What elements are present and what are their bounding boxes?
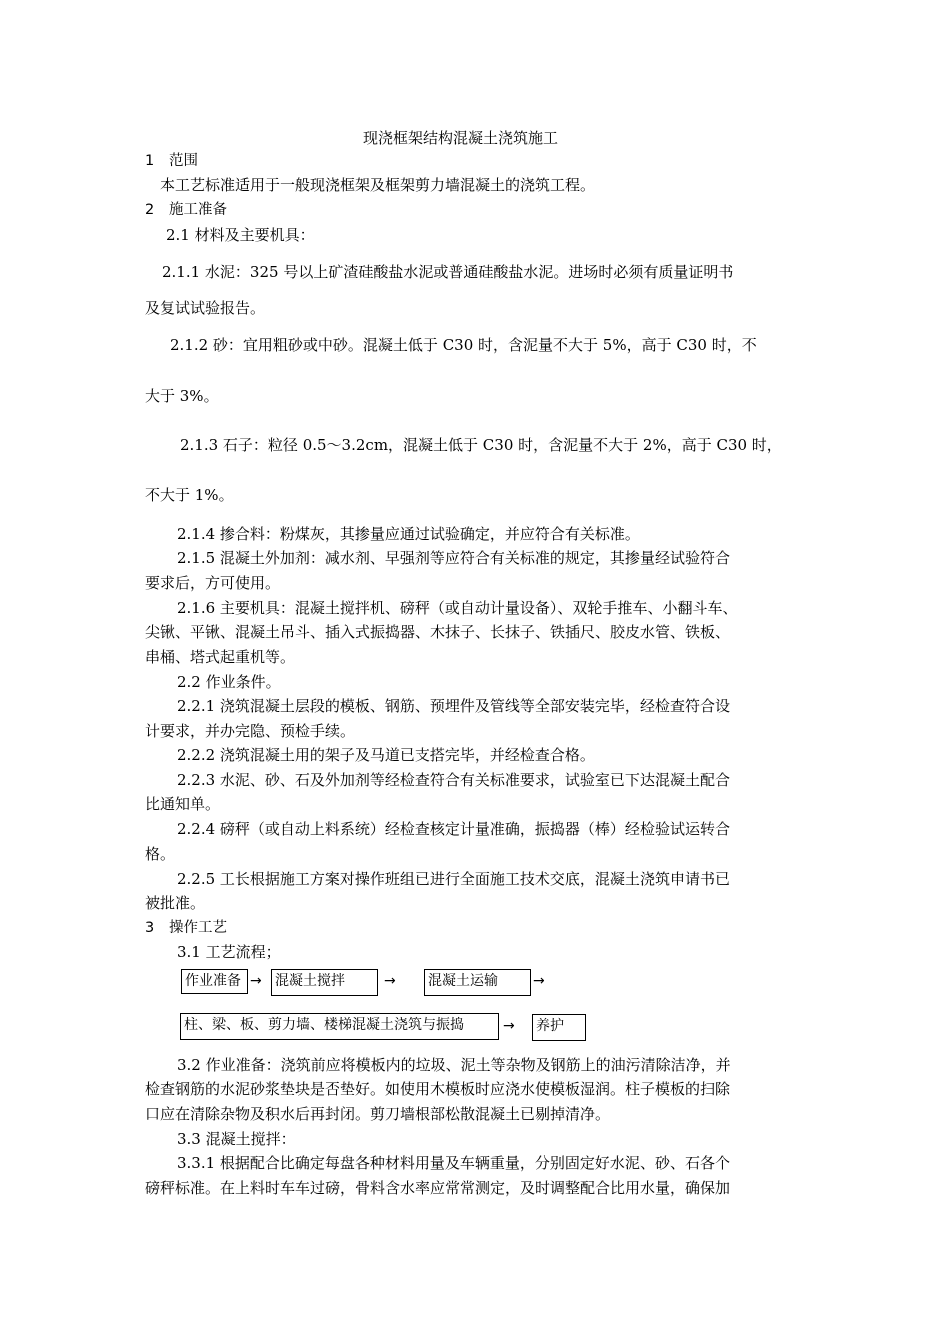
item-2-1-1: 2.1.1 水泥：325 号以上矿渣硅酸盐水泥或普通硅酸盐水泥。进场时必须有质量证明书 [162,263,734,281]
flow-box-prep: 作业准备 [181,969,248,994]
item-3-2: 3.2 作业准备：浇筑前应将模板内的垃圾、泥土等杂物及钢筋上的油污清除洁净，并 [177,1056,731,1074]
flow-box-curing: 养护 [532,1014,586,1041]
section-number: 1 [145,153,155,169]
flow-box-transport: 混凝土运输 [424,969,531,996]
flow-arrow: → [533,973,545,989]
flow-arrow: → [384,973,396,989]
item-2-2-4: 2.2.4 磅秤（或自动上料系统）经检查核定计量准确，振捣器（棒）经检验试运转合 [177,820,730,838]
subsection-2-2: 2.2 作业条件。 [177,673,281,691]
flow-box-mixing: 混凝土搅拌 [271,969,378,996]
section-heading-1 [145,151,198,171]
item-2-2-3-cont: 比通知单。 [145,795,221,813]
item-2-1-5-cont: 要求后，方可使用。 [145,574,281,592]
item-2-1-6: 2.1.6 主要机具：混凝土搅拌机、磅秤（或自动计量设备）、双轮手推车、小翻斗车、 [177,599,738,617]
paragraph-line: 本工艺标准适用于一般现浇框架及框架剪力墙混凝土的浇筑工程。 [160,176,596,194]
item-3-3-1: 3.3.1 根据配合比确定每盘各种材料用量及车辆重量，分别固定好水泥、砂、石各个 [177,1154,730,1172]
item-2-2-4-cont: 格。 [145,845,176,863]
item-2-1-5: 2.1.5 混凝土外加剂：减水剂、早强剂等应符合有关标准的规定，其掺量经试验符合 [177,549,730,567]
section-heading-2 [145,200,227,220]
item-2-1-2-cont: 大于 3%。 [145,387,219,405]
section-label: 施工准备 [169,202,227,218]
item-3-3-1-cont: 磅秤标准。在上料时车车过磅，骨料含水率应常常测定，及时调整配合比用水量，确保加 [145,1179,731,1197]
item-2-2-5-cont: 被批准。 [145,894,206,912]
flow-arrow: → [250,973,262,989]
item-2-2-5: 2.2.5 工长根据施工方案对操作班组已进行全面施工技术交底，混凝土浇筑申请书已 [177,870,730,888]
item-2-1-3: 2.1.3 石子：粒径 0.5～3.2cm，混凝土低于 C30 时，含泥量不大于 2%，高于 C30 时， [180,436,782,454]
page-title: 现浇框架结构混凝土浇筑施工 [363,129,559,147]
item-2-2-1-cont: 计要求，并办完隐、预检手续。 [145,722,356,740]
item-2-1-2: 2.1.2 砂：宜用粗砂或中砂。混凝土低于 C30 时，含泥量不大于 5%，高于 C30 时，不 [170,336,757,354]
section-number: 3 [145,920,155,936]
item-2-2-2: 2.2.2 浇筑混凝土用的架子及马道已支搭完毕，并经检查合格。 [177,746,595,764]
section-number: 2 [145,202,155,218]
item-3-2-cont: 检查钢筋的水泥砂浆垫块是否垫好。如使用木模板时应浇水使模板湿润。柱子模板的扫除 [145,1080,731,1098]
subsection-3-3: 3.3 混凝土搅拌： [177,1130,296,1148]
flow-box-pouring: 柱、梁、板、剪力墙、楼梯混凝土浇筑与振捣 [180,1013,499,1040]
item-2-1-4: 2.1.4 掺合料：粉煤灰，其掺量应通过试验确定，并应符合有关标准。 [177,525,640,543]
subsection-3-1: 3.1 工艺流程； [177,943,281,961]
item-3-2-cont: 口应在清除杂物及积水后再封闭。剪刀墙根部松散混凝土已剔掉清净。 [145,1105,611,1123]
section-label: 操作工艺 [169,920,227,936]
item-2-1-1-cont: 及复试试验报告。 [145,299,266,317]
item-2-2-3: 2.2.3 水泥、砂、石及外加剂等经检查符合有关标准要求，试验室已下达混凝土配合 [177,771,730,789]
section-label: 范围 [169,153,198,169]
flow-arrow: → [503,1018,515,1034]
item-2-1-3-cont: 不大于 1%。 [145,486,234,504]
section-heading-3 [145,918,227,938]
item-2-1-6-cont: 串桶、塔式起重机等。 [145,648,296,666]
subsection-2-1: 2.1 材料及主要机具： [166,226,315,244]
item-2-1-6-cont: 尖锹、平锹、混凝土吊斗、插入式振捣器、木抹子、长抹子、铁插尺、胶皮水管、铁板、 [145,623,731,641]
item-2-2-1: 2.2.1 浇筑混凝土层段的模板、钢筋、预埋件及管线等全部安装完毕，经检查符合设 [177,697,730,715]
